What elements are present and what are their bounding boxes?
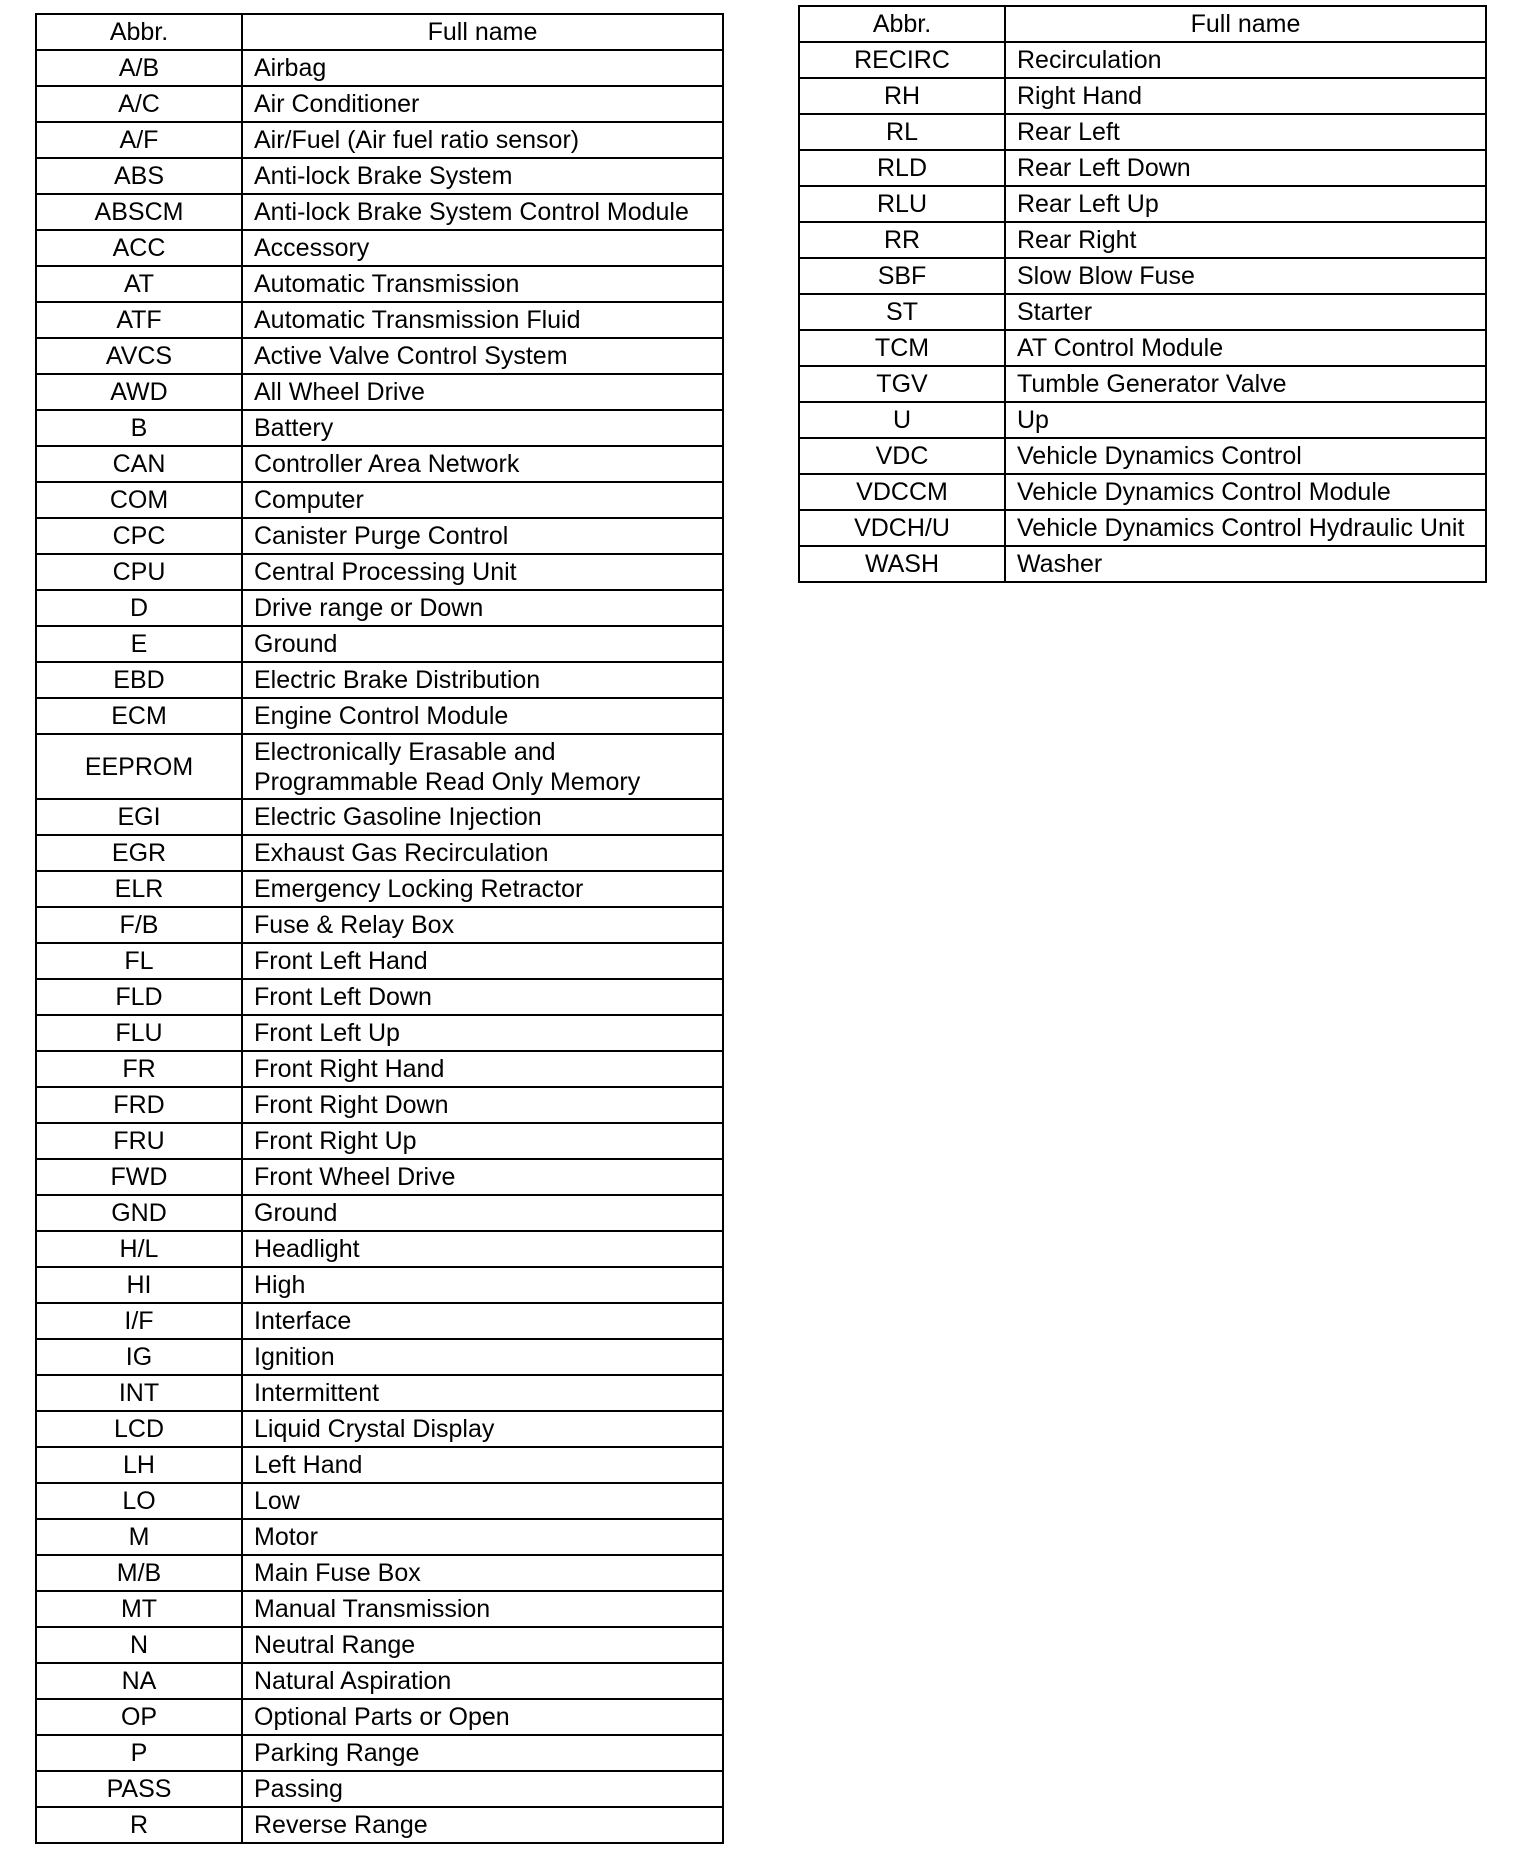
- abbreviation-cell: ECM: [36, 698, 242, 734]
- abbreviation-cell: LCD: [36, 1411, 242, 1447]
- table-row: [36, 1591, 723, 1627]
- abbreviation-cell: COM: [36, 482, 242, 518]
- table-row: [36, 1051, 723, 1087]
- full-name-cell: Front Right Hand: [242, 1051, 723, 1087]
- abbreviation-cell: RR: [799, 222, 1005, 258]
- abbreviation-cell: MT: [36, 1591, 242, 1627]
- abbreviation-cell: WASH: [799, 546, 1005, 582]
- full-name-cell: Air Conditioner: [242, 86, 723, 122]
- abbreviation-cell: PASS: [36, 1771, 242, 1807]
- abbreviation-cell: CPC: [36, 518, 242, 554]
- table-row: [36, 835, 723, 871]
- full-name-cell: Natural Aspiration: [242, 1663, 723, 1699]
- abbreviation-cell: INT: [36, 1375, 242, 1411]
- abbreviation-cell: HI: [36, 1267, 242, 1303]
- full-name-cell: Emergency Locking Retractor: [242, 871, 723, 907]
- full-name-cell: Passing: [242, 1771, 723, 1807]
- table-row: [36, 1411, 723, 1447]
- table-row: [799, 330, 1486, 366]
- table-row: [36, 979, 723, 1015]
- abbreviation-cell: RL: [799, 114, 1005, 150]
- full-name-cell: Manual Transmission: [242, 1591, 723, 1627]
- table-body: [36, 50, 723, 1843]
- table-row: [36, 590, 723, 626]
- abbreviation-cell: ELR: [36, 871, 242, 907]
- full-name-cell: Ground: [242, 1195, 723, 1231]
- abbreviation-table-left: [35, 13, 724, 1844]
- table-row: [36, 1735, 723, 1771]
- table-row: [36, 626, 723, 662]
- table-row: [799, 222, 1486, 258]
- table-row: [36, 1627, 723, 1663]
- table-row: [799, 402, 1486, 438]
- full-name-cell: Front Left Up: [242, 1015, 723, 1051]
- abbreviation-cell: R: [36, 1807, 242, 1843]
- full-name-cell: Ground: [242, 626, 723, 662]
- abbreviation-cell: ST: [799, 294, 1005, 330]
- abbreviation-cell: D: [36, 590, 242, 626]
- table-row: [799, 150, 1486, 186]
- full-name-cell: Rear Right: [1005, 222, 1486, 258]
- full-name-cell: Parking Range: [242, 1735, 723, 1771]
- full-name-cell: Tumble Generator Valve: [1005, 366, 1486, 402]
- abbreviation-cell: CPU: [36, 554, 242, 590]
- full-name-cell: Electric Gasoline Injection: [242, 799, 723, 835]
- abbreviation-cell: H/L: [36, 1231, 242, 1267]
- full-name-cell: Computer: [242, 482, 723, 518]
- table-row: [799, 294, 1486, 330]
- full-name-cell: Intermittent: [242, 1375, 723, 1411]
- table-row: [36, 410, 723, 446]
- table-row: [36, 907, 723, 943]
- abbreviation-cell: AT: [36, 266, 242, 302]
- abbreviation-cell: NA: [36, 1663, 242, 1699]
- full-name-cell: Air/Fuel (Air fuel ratio sensor): [242, 122, 723, 158]
- abbreviation-cell: TGV: [799, 366, 1005, 402]
- table-row: [36, 1807, 723, 1843]
- table-row: [36, 1087, 723, 1123]
- abbreviation-cell: IG: [36, 1339, 242, 1375]
- abbreviation-cell: U: [799, 402, 1005, 438]
- full-name-cell: Rear Left Up: [1005, 186, 1486, 222]
- table-row: [36, 482, 723, 518]
- abbreviation-cell: RECIRC: [799, 42, 1005, 78]
- table-row: [36, 518, 723, 554]
- table-row: [36, 734, 723, 799]
- table-row: [36, 1015, 723, 1051]
- table-row: [36, 662, 723, 698]
- table-row: [799, 186, 1486, 222]
- full-name-cell: Recirculation: [1005, 42, 1486, 78]
- table-row: [36, 1663, 723, 1699]
- abbreviation-cell: CAN: [36, 446, 242, 482]
- table-row: [36, 799, 723, 835]
- full-name-cell: Fuse & Relay Box: [242, 907, 723, 943]
- table-row: [36, 1231, 723, 1267]
- table-row: [36, 1339, 723, 1375]
- table-row: [36, 1519, 723, 1555]
- full-name-cell: AT Control Module: [1005, 330, 1486, 366]
- table-row: [36, 122, 723, 158]
- abbreviation-cell: A/C: [36, 86, 242, 122]
- full-name-cell: Neutral Range: [242, 1627, 723, 1663]
- full-name-cell: Left Hand: [242, 1447, 723, 1483]
- abbreviation-cell: M/B: [36, 1555, 242, 1591]
- table-row: [799, 258, 1486, 294]
- full-name-cell: Airbag: [242, 50, 723, 86]
- full-name-cell: Electric Brake Distribution: [242, 662, 723, 698]
- full-name-cell: Main Fuse Box: [242, 1555, 723, 1591]
- abbreviation-cell: M: [36, 1519, 242, 1555]
- full-name-cell: Interface: [242, 1303, 723, 1339]
- full-name-header: Full name: [1005, 6, 1486, 42]
- table-row: [36, 266, 723, 302]
- table-row: [36, 1303, 723, 1339]
- table-row: [36, 698, 723, 734]
- table-row: [36, 194, 723, 230]
- abbreviation-cell: EGR: [36, 835, 242, 871]
- full-name-cell: Central Processing Unit: [242, 554, 723, 590]
- full-name-cell: All Wheel Drive: [242, 374, 723, 410]
- full-name-cell: Engine Control Module: [242, 698, 723, 734]
- table-row: [36, 1123, 723, 1159]
- table-row: [36, 1375, 723, 1411]
- table-row: [36, 1159, 723, 1195]
- abbreviation-table-right: [798, 5, 1487, 583]
- abbreviation-cell: FWD: [36, 1159, 242, 1195]
- full-name-cell: Electronically Erasable and Programmable Read Only Memory: [242, 734, 723, 799]
- abbreviation-cell: N: [36, 1627, 242, 1663]
- abbreviation-cell: VDCH/U: [799, 510, 1005, 546]
- abbreviation-cell: EEPROM: [36, 734, 242, 799]
- table-row: [36, 50, 723, 86]
- full-name-cell: Washer: [1005, 546, 1486, 582]
- abbreviation-cell: A/F: [36, 122, 242, 158]
- table-row: [36, 302, 723, 338]
- full-name-cell: Rear Left Down: [1005, 150, 1486, 186]
- full-name-cell: Anti-lock Brake System: [242, 158, 723, 194]
- abbreviation-cell: I/F: [36, 1303, 242, 1339]
- abbreviation-cell: GND: [36, 1195, 242, 1231]
- table-row: [36, 158, 723, 194]
- abbreviation-cell: ABS: [36, 158, 242, 194]
- full-name-cell: Slow Blow Fuse: [1005, 258, 1486, 294]
- abbreviation-cell: TCM: [799, 330, 1005, 366]
- full-name-cell: Headlight: [242, 1231, 723, 1267]
- abbreviation-cell: AVCS: [36, 338, 242, 374]
- full-name-cell: Controller Area Network: [242, 446, 723, 482]
- table-row: [36, 1483, 723, 1519]
- abbr-header: Abbr.: [799, 6, 1005, 42]
- abbr-header: Abbr.: [36, 14, 242, 50]
- table-row: [799, 114, 1486, 150]
- full-name-cell: Rear Left: [1005, 114, 1486, 150]
- full-name-cell: Automatic Transmission Fluid: [242, 302, 723, 338]
- table-row: [36, 446, 723, 482]
- abbreviation-cell: FRU: [36, 1123, 242, 1159]
- table-row: [799, 78, 1486, 114]
- abbreviation-cell: LO: [36, 1483, 242, 1519]
- abbreviation-cell: EGI: [36, 799, 242, 835]
- full-name-cell: Front Wheel Drive: [242, 1159, 723, 1195]
- table-row: [36, 1771, 723, 1807]
- table-row: [799, 510, 1486, 546]
- abbreviation-cell: VDC: [799, 438, 1005, 474]
- abbreviation-cell: SBF: [799, 258, 1005, 294]
- full-name-cell: Exhaust Gas Recirculation: [242, 835, 723, 871]
- abbreviation-cell: VDCCM: [799, 474, 1005, 510]
- header-row: [36, 14, 723, 50]
- full-name-cell: Low: [242, 1483, 723, 1519]
- table-row: [799, 366, 1486, 402]
- full-name-cell: Automatic Transmission: [242, 266, 723, 302]
- abbreviation-cell: RH: [799, 78, 1005, 114]
- table-row: [36, 230, 723, 266]
- table-row: [36, 1267, 723, 1303]
- abbreviation-cell: ABSCM: [36, 194, 242, 230]
- table-row: [36, 1699, 723, 1735]
- full-name-cell: High: [242, 1267, 723, 1303]
- abbreviation-cell: ACC: [36, 230, 242, 266]
- abbreviation-cell: FLU: [36, 1015, 242, 1051]
- full-name-cell: Ignition: [242, 1339, 723, 1375]
- full-name-cell: Front Left Down: [242, 979, 723, 1015]
- header-row: [799, 6, 1486, 42]
- full-name-cell: Vehicle Dynamics Control Hydraulic Unit: [1005, 510, 1486, 546]
- abbreviation-cell: FR: [36, 1051, 242, 1087]
- table-row: [36, 374, 723, 410]
- full-name-cell: Optional Parts or Open: [242, 1699, 723, 1735]
- table-row: [36, 943, 723, 979]
- table-row: [36, 1195, 723, 1231]
- full-name-cell: Up: [1005, 402, 1486, 438]
- full-name-cell: Vehicle Dynamics Control: [1005, 438, 1486, 474]
- full-name-cell: Canister Purge Control: [242, 518, 723, 554]
- abbreviation-cell: FRD: [36, 1087, 242, 1123]
- abbreviation-cell: EBD: [36, 662, 242, 698]
- full-name-cell: Front Left Hand: [242, 943, 723, 979]
- abbreviation-cell: E: [36, 626, 242, 662]
- abbreviation-cell: RLD: [799, 150, 1005, 186]
- abbreviation-cell: A/B: [36, 50, 242, 86]
- table-row: [36, 554, 723, 590]
- full-name-cell: Anti-lock Brake System Control Module: [242, 194, 723, 230]
- full-name-cell: Vehicle Dynamics Control Module: [1005, 474, 1486, 510]
- full-name-cell: Right Hand: [1005, 78, 1486, 114]
- table-row: [36, 338, 723, 374]
- full-name-cell: Front Right Up: [242, 1123, 723, 1159]
- table-row: [799, 42, 1486, 78]
- full-name-cell: Accessory: [242, 230, 723, 266]
- abbreviation-cell: LH: [36, 1447, 242, 1483]
- table-row: [799, 474, 1486, 510]
- abbreviation-cell: OP: [36, 1699, 242, 1735]
- full-name-cell: Liquid Crystal Display: [242, 1411, 723, 1447]
- abbreviation-cell: FL: [36, 943, 242, 979]
- table-body: [799, 42, 1486, 582]
- full-name-cell: Active Valve Control System: [242, 338, 723, 374]
- table-row: [36, 1555, 723, 1591]
- abbreviation-cell: AWD: [36, 374, 242, 410]
- abbreviation-cell: FLD: [36, 979, 242, 1015]
- table-row: [36, 871, 723, 907]
- full-name-cell: Battery: [242, 410, 723, 446]
- table-row: [36, 86, 723, 122]
- table-row: [799, 438, 1486, 474]
- full-name-header: Full name: [242, 14, 723, 50]
- full-name-cell: Motor: [242, 1519, 723, 1555]
- abbreviation-cell: ATF: [36, 302, 242, 338]
- abbreviation-cell: F/B: [36, 907, 242, 943]
- table-row: [799, 546, 1486, 582]
- full-name-cell: Starter: [1005, 294, 1486, 330]
- table-row: [36, 1447, 723, 1483]
- abbreviation-cell: RLU: [799, 186, 1005, 222]
- full-name-cell: Drive range or Down: [242, 590, 723, 626]
- abbreviation-cell: B: [36, 410, 242, 446]
- full-name-cell: Front Right Down: [242, 1087, 723, 1123]
- full-name-cell: Reverse Range: [242, 1807, 723, 1843]
- abbreviation-cell: P: [36, 1735, 242, 1771]
